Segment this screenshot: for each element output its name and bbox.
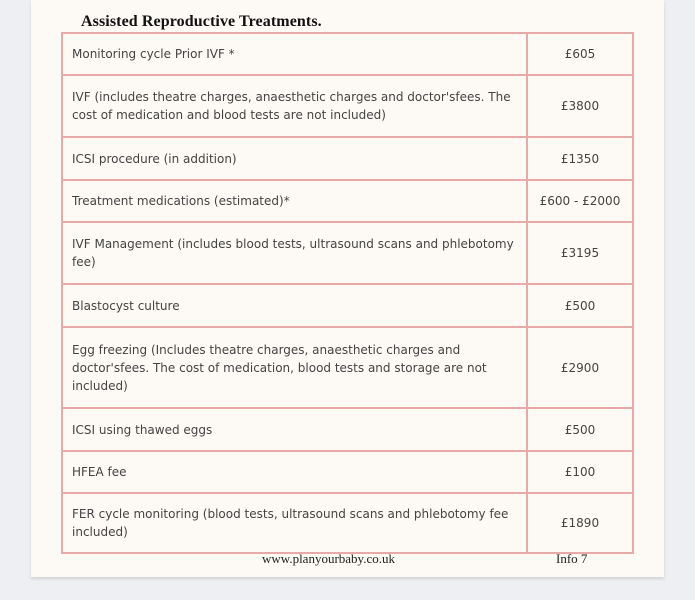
price-cell: £3195: [527, 222, 633, 284]
price-cell: £600 - £2000: [527, 180, 633, 222]
price-cell: £2900: [527, 327, 633, 408]
price-cell: £3800: [527, 75, 633, 137]
table-row: [62, 75, 633, 137]
treatment-cell: Monitoring cycle Prior IVF *: [62, 33, 527, 75]
price-cell: £100: [527, 451, 633, 493]
table-row: [62, 180, 633, 222]
table-row: [62, 408, 633, 451]
treatment-cell: Egg freezing (Includes theatre charges, anaesthetic charges and doctor'sfees. The cost of medication, blood tests and storage are not included): [62, 327, 527, 408]
price-table: [61, 32, 634, 554]
table-row: [62, 137, 633, 180]
page-title: Assisted Reproductive Treatments.: [81, 13, 322, 30]
table-row: [62, 33, 633, 75]
table-row: [62, 327, 633, 408]
treatment-cell: ICSI using thawed eggs: [62, 408, 527, 451]
price-cell: £500: [527, 408, 633, 451]
website-url: www.planyourbaby.co.uk: [262, 551, 395, 566]
price-cell: £1890: [527, 493, 633, 553]
treatment-cell: ICSI procedure (in addition): [62, 137, 527, 180]
treatment-cell: IVF Management (includes blood tests, ultrasound scans and phlebotomy fee): [62, 222, 527, 284]
treatment-cell: FER cycle monitoring (blood tests, ultrasound scans and phlebotomy fee included): [62, 493, 527, 553]
table-row: [62, 493, 633, 553]
price-cell: £605: [527, 33, 633, 75]
treatment-cell: HFEA fee: [62, 451, 527, 493]
page-label: Info 7: [556, 551, 588, 566]
table-row: [62, 284, 633, 327]
price-cell: £1350: [527, 137, 633, 180]
treatment-cell: Treatment medications (estimated)*: [62, 180, 527, 222]
treatment-cell: Blastocyst culture: [62, 284, 527, 327]
table-row: [62, 222, 633, 284]
price-cell: £500: [527, 284, 633, 327]
treatment-cell: IVF (includes theatre charges, anaesthetic charges and doctor'sfees. The cost of medication and blood tests are not included): [62, 75, 527, 137]
table-row: [62, 451, 633, 493]
